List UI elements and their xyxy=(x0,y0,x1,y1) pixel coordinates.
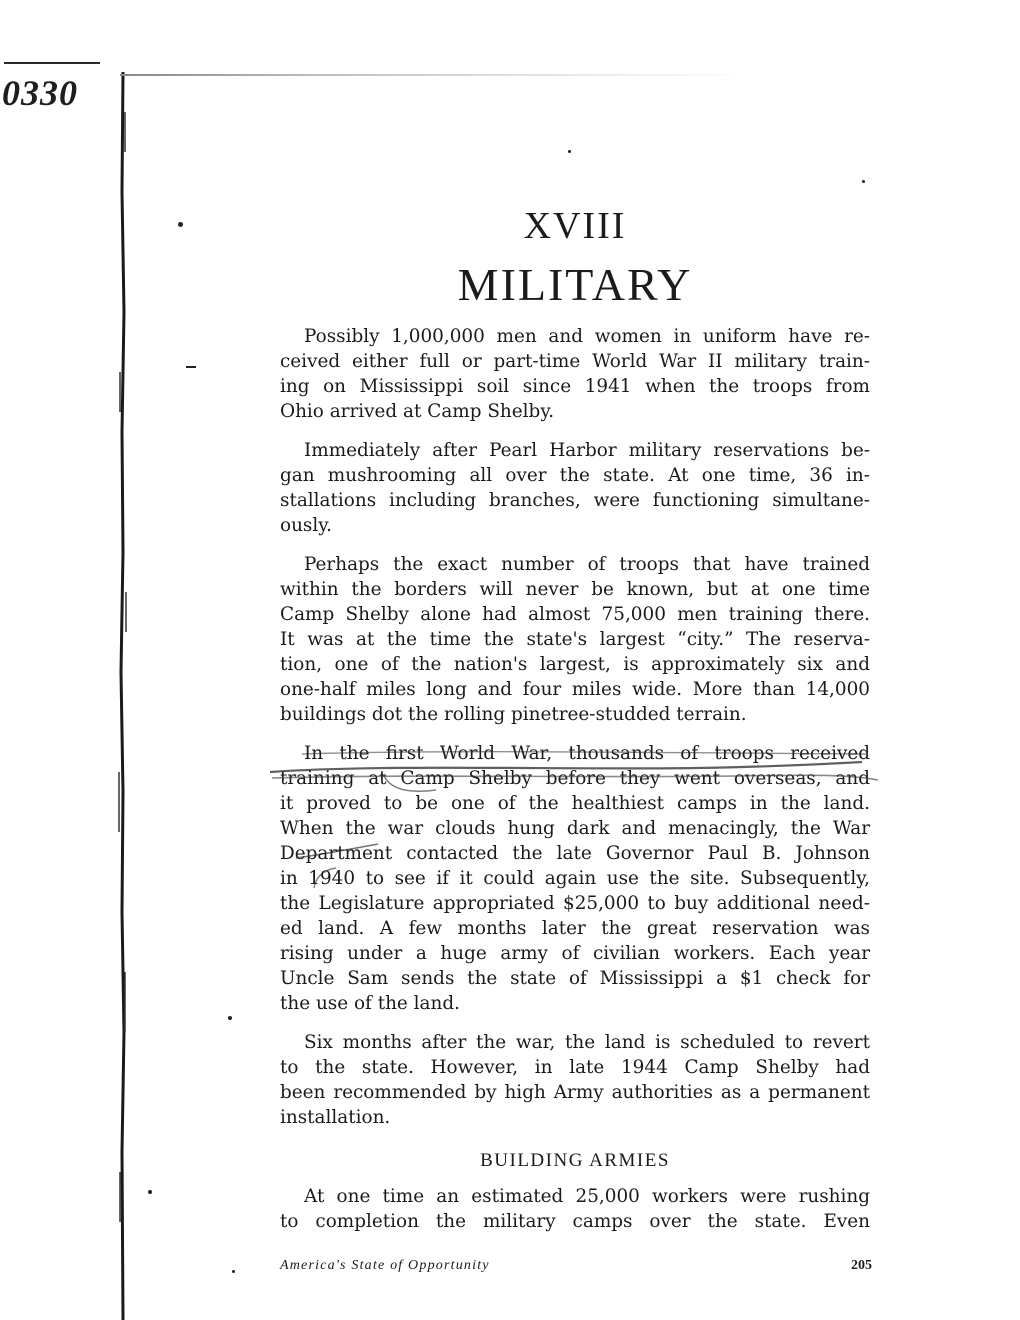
paragraph xyxy=(280,438,870,538)
text-line: stallations including branches, were functioning simultane- xyxy=(280,490,870,511)
text-line: Six months after the war, the land is scheduled to revert xyxy=(304,1032,870,1053)
footer-publication-title: America's State of Opportunity xyxy=(280,1258,490,1273)
scan-speck xyxy=(232,1270,235,1273)
section-heading: BUILDING ARMIES xyxy=(480,1150,670,1171)
scan-speck xyxy=(178,222,183,227)
paragraph xyxy=(280,741,870,1016)
text-line: When the war clouds hung dark and menacingly, the War xyxy=(280,818,870,839)
chapter-number: XVIII xyxy=(523,205,627,247)
paragraph xyxy=(280,324,870,424)
text-line: to completion the military camps over the state. Even xyxy=(280,1211,870,1232)
scan-speck xyxy=(186,366,196,368)
text-line: Camp Shelby alone had almost 75,000 men training there. xyxy=(280,604,870,625)
text-line: It was at the time the state's largest “city.” The reserva- xyxy=(280,629,870,650)
paragraph xyxy=(280,552,870,727)
archive-stamp-number: 0330 xyxy=(2,73,78,113)
scan-speck xyxy=(568,150,571,153)
text-line: training at Camp Shelby before they went overseas, and xyxy=(280,768,870,789)
text-line: ed land. A few months later the great reservation was xyxy=(280,918,870,939)
text-line: the use of the land. xyxy=(280,993,460,1014)
text-line: buildings dot the rolling pinetree-studded terrain. xyxy=(280,704,747,725)
text-line: Perhaps the exact number of troops that have trained xyxy=(304,554,870,575)
text-line: it proved to be one of the healthiest camps in the land. xyxy=(280,793,870,814)
section-body-text xyxy=(280,1184,870,1234)
chapter-title: MILITARY xyxy=(457,259,693,310)
body-text xyxy=(280,324,870,1144)
text-line: At one time an estimated 25,000 workers were rushing xyxy=(304,1186,870,1207)
text-line: in 1940 to see if it could again use the site. Subsequently, xyxy=(280,868,870,889)
text-line: the Legislature appropriated $25,000 to buy additional need- xyxy=(280,893,870,914)
scan-speck xyxy=(228,1016,232,1020)
text-line: Uncle Sam sends the state of Mississippi a $1 check for xyxy=(280,968,870,989)
footer-page-number: 205 xyxy=(851,1258,872,1273)
text-line: been recommended by high Army authorities as a permanent xyxy=(280,1082,870,1103)
text-line: Department contacted the late Governor Paul B. Johnson xyxy=(280,843,870,864)
text-line: tion, one of the nation's largest, is approximately six and xyxy=(280,654,870,675)
text-line: Possibly 1,000,000 men and women in uniform have re- xyxy=(304,326,870,347)
text-line: one-half miles long and four miles wide. More than 14,000 xyxy=(280,679,870,700)
stamp-overline xyxy=(4,62,100,64)
top-scan-rule xyxy=(120,74,750,76)
text-line: Ohio arrived at Camp Shelby. xyxy=(280,401,555,422)
binding-edge-line xyxy=(116,72,130,1320)
scan-speck xyxy=(148,1190,152,1194)
text-line: Immediately after Pearl Harbor military reservations be- xyxy=(304,440,870,461)
text-line: In the first World War, thousands of troops received xyxy=(304,743,870,764)
text-line: within the borders will never be known, but at one time xyxy=(280,579,870,600)
text-line: installation. xyxy=(280,1107,391,1128)
paragraph xyxy=(280,1030,870,1130)
text-line: ing on Mississippi soil since 1941 when the troops from xyxy=(280,376,870,397)
text-line: ously. xyxy=(280,515,333,536)
text-line: ceived either full or part-time World War II military train- xyxy=(280,351,870,372)
text-line: rising under a huge army of civilian workers. Each year xyxy=(280,943,870,964)
scan-speck xyxy=(862,180,865,183)
text-line: gan mushrooming all over the state. At one time, 36 in- xyxy=(280,465,870,486)
text-line: to the state. However, in late 1944 Camp Shelby had xyxy=(280,1057,870,1078)
